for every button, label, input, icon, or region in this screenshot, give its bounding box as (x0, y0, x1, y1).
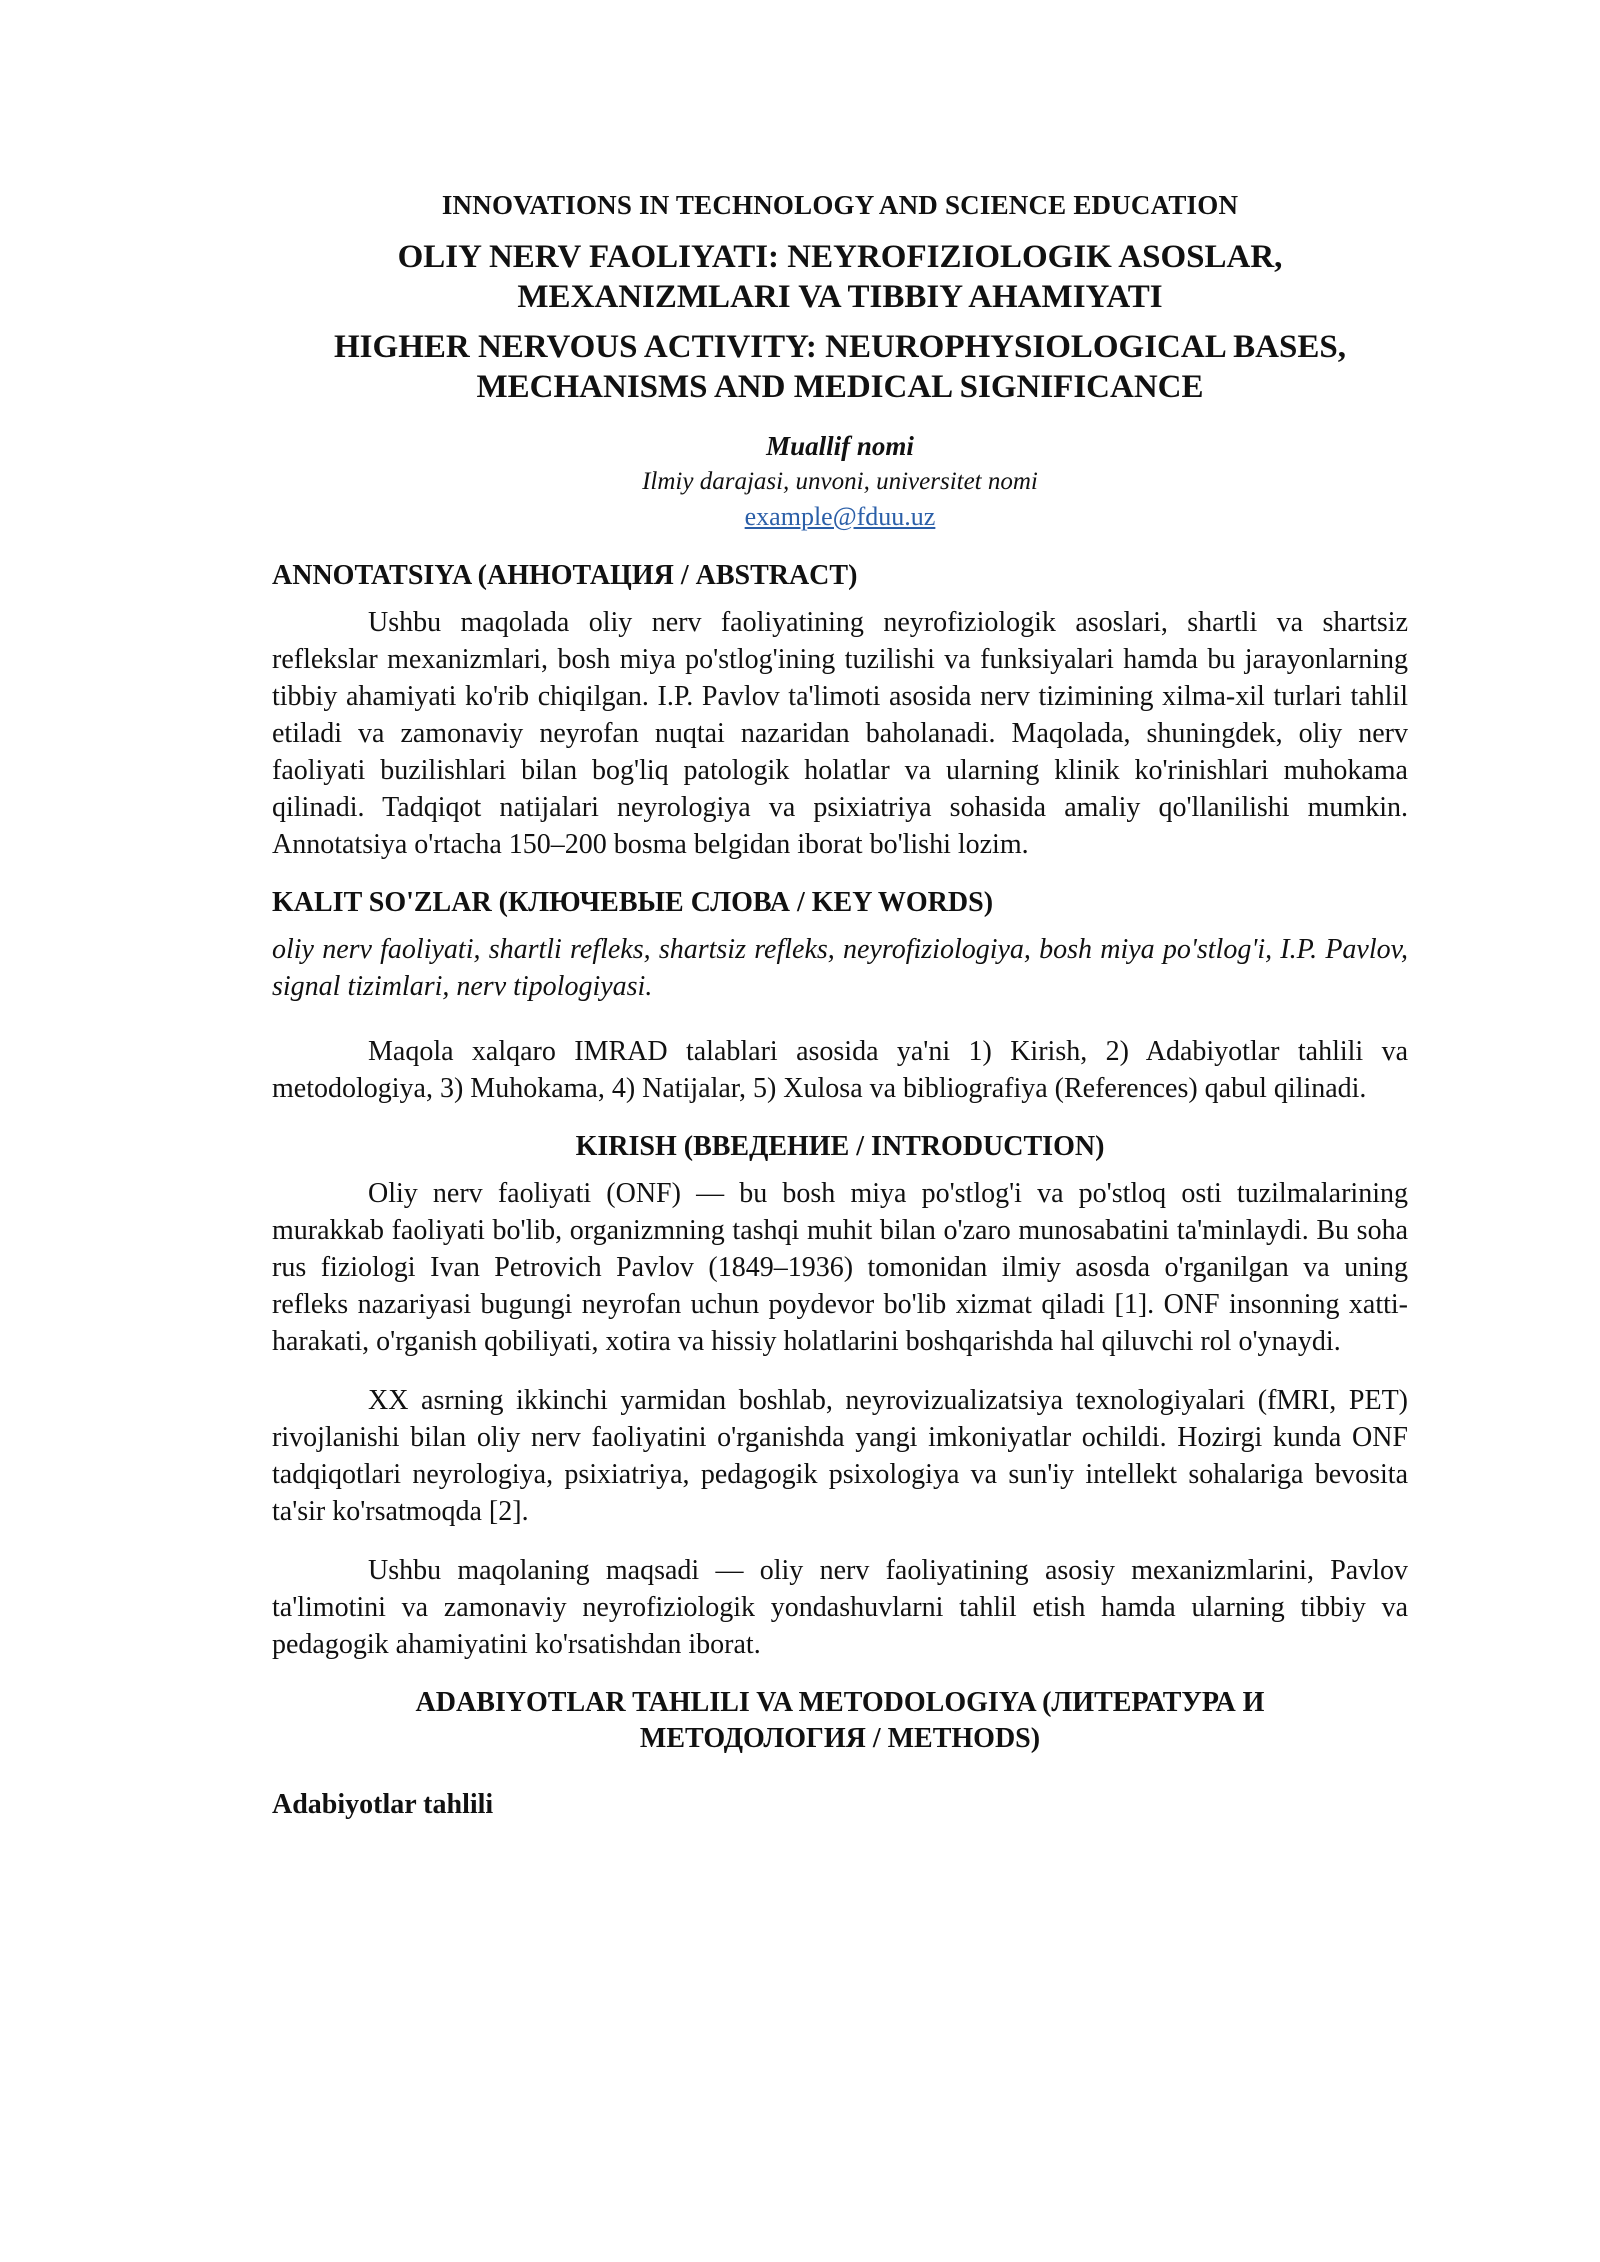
methods-heading-line-2: МЕТОДОЛОГИЯ / METHODS) (639, 1723, 1041, 1754)
author-affiliation: Ilmiy darajasi, unvoni, universitet nomi (642, 468, 1038, 495)
keywords-heading: KALIT SO'ZLAR (КЛЮЧЕВЫЕ СЛОВА / KEY WORDS) (272, 887, 994, 918)
paper-page (272, 190, 1408, 1821)
title-english (272, 327, 1408, 407)
author-email-link[interactable]: example@fduu.uz (744, 502, 936, 531)
imrad-note: Maqola xalqaro IMRAD talablari asosida ya'ni 1) Kirish, 2) Adabiyotlar tahlili va metodologiya, 3) Muhokama, 4) Natijalar, 5) Xulosa va bibliografiya (References) qabul qilinadi. (272, 1036, 1408, 1104)
title-uzbek-line-2: MEXANIZMLARI VA TIBBIY AHAMIYATI (517, 279, 1163, 315)
author-email-container (272, 502, 1408, 532)
title-english-line-1: HIGHER NERVOUS ACTIVITY: NEUROPHYSIOLOGICAL BASES, (334, 329, 1346, 365)
literature-review-subheading: Adabiyotlar tahlili (272, 1789, 494, 1820)
author-name: Muallif nomi (766, 431, 914, 461)
introduction-paragraph-1: Oliy nerv faoliyati (ONF) — bu bosh miya po'stlog'i va po'stloq osti tuzilmalarining murakkab faoliyati bo'lib, organizmning tashqi muhit bilan o'zaro munosabatini ta'minlaydi. Bu soha rus fiziologi Ivan Petrovich Pavlov (1849–1936) tomonidan ilmiy asosda o'rganilgan va uning refleks nazariyasi bugungi neyrofan uchun poydevor bo'lib xizmat qiladi [1]. ONF insonning xatti-harakati, o'rganish qobiliyati, xotira va hissiy holatlarini boshqarishda hal qiluvchi rol o'ynaydi. (272, 1178, 1408, 1357)
introduction-paragraph-3: Ushbu maqolaning maqsadi — oliy nerv faoliyatining asosiy mexanizmlarini, Pavlov ta'limotini va zamonaviy neyrofiziologik yondashuvlarni tahlil etish hamda ularning tibbiy va pedagogik ahamiyatini ko'rsatishdan iborat. (272, 1555, 1408, 1660)
abstract-text: Ushbu maqolada oliy nerv faoliyatining neyrofiziologik asoslari, shartli va shartsiz reflekslar mexanizmlari, bosh miya po'stlog'ining tuzilishi va funksiyalari hamda bu jarayonlarning tibbiy ahamiyati ko'rib chiqilgan. I.P. Pavlov ta'limoti asosida nerv tizimining xilma-xil turlari tahlil etiladi va zamonaviy neyrofan nuqtai nazaridan baholanadi. Maqolada, shuningdek, oliy nerv faoliyati buzilishlari bilan bog'liq patologik holatlar va ularning klinik ko'rinishlari muhokama qilinadi. Tadqiqot natijalari neyrologiya va psixiatriya sohasida amaliy qo'llanilishi mumkin. Annotatsiya o'rtacha 150–200 bosma belgidan iborat bo'lishi lozim. (272, 607, 1408, 860)
methods-heading-line-1: ADABIYOTLAR TAHLILI VA METODOLOGIYA (ЛИТЕРАТУРА И (415, 1687, 1265, 1718)
title-uzbek (272, 237, 1408, 317)
title-uzbek-line-1: OLIY NERV FAOLIYATI: NEYROFIZIOLOGIK ASOSLAR, (397, 239, 1283, 275)
methods-heading (272, 1685, 1408, 1757)
introduction-heading: KIRISH (ВВЕДЕНИЕ / INTRODUCTION) (575, 1131, 1105, 1162)
title-english-line-2: MECHANISMS AND MEDICAL SIGNIFICANCE (476, 369, 1204, 405)
journal-name: INNOVATIONS IN TECHNOLOGY AND SCIENCE EDUCATION (441, 190, 1239, 220)
abstract-heading: ANNOTATSIYA (АННОТАЦИЯ / ABSTRACT) (272, 560, 858, 591)
introduction-paragraph-2: XX asrning ikkinchi yarmidan boshlab, neyrovizualizatsiya texnologiyalari (fMRI, PET) rivojlanishi bilan oliy nerv faoliyatini o'rganishda yangi imkoniyatlar ochildi. Hozirgi kunda ONF tadqiqotlari neyrologiya, psixiatriya, pedagogik psixologiya va sun'iy intellekt sohalariga bevosita ta'sir ko'rsatmoqda [2]. (272, 1385, 1408, 1527)
keywords-text: oliy nerv faoliyati, shartli refleks, shartsiz refleks, neyrofiziologiya, bosh miya po'stlog'i, I.P. Pavlov, signal tizimlari, nerv tipologiyasi. (272, 934, 1408, 1002)
